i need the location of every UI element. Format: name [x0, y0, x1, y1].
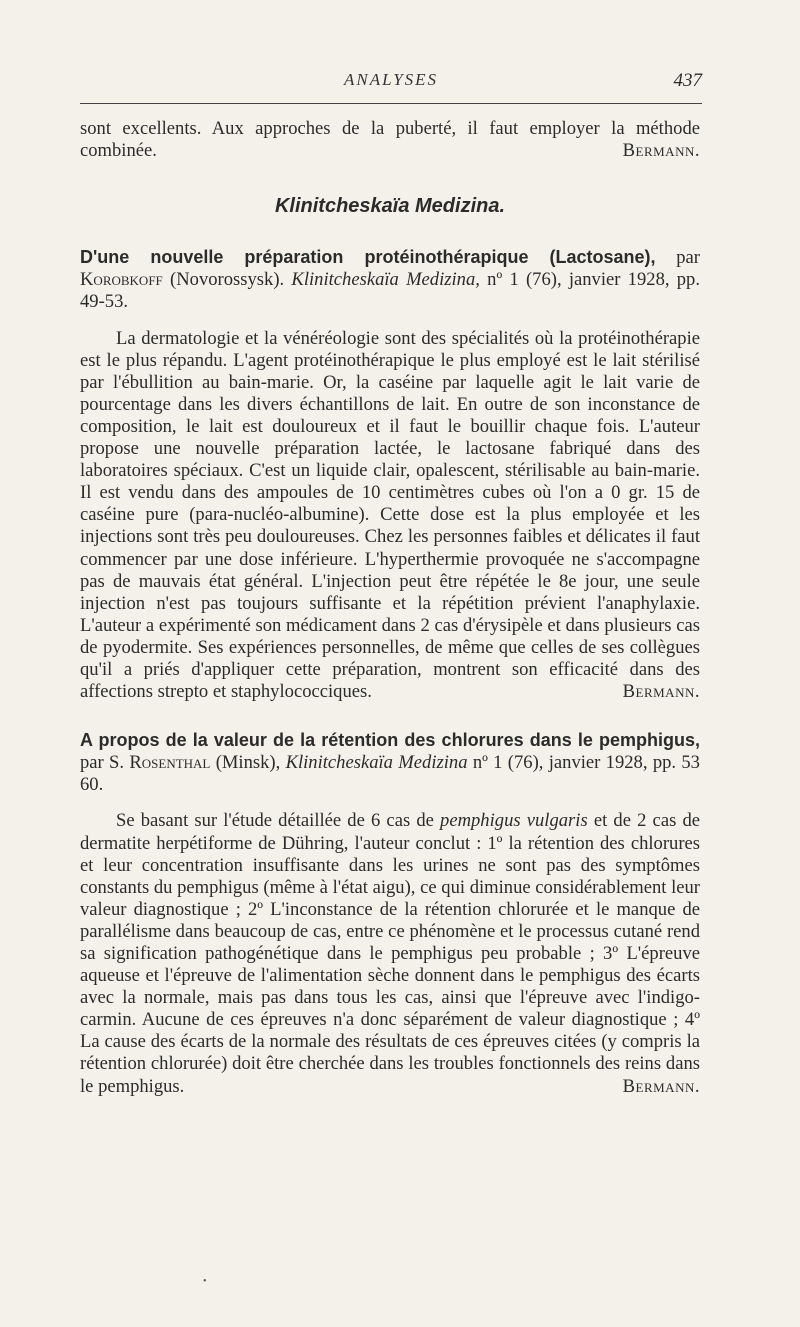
article2-author-prefix: par S. [80, 752, 125, 774]
intro-text: sont excellents. Aux approches de la puberté, il faut employer la méthode combinée. [80, 118, 700, 162]
article2-journal: Klinitcheskaïa Medizina [285, 752, 468, 774]
article1-signature: Bermann. [622, 681, 700, 703]
article1-author-prefix: par [676, 247, 700, 269]
article2-body-term: pemphigus vulgaris [440, 810, 588, 832]
article1-ref: nº 1 (76), janvier 1928, pp. 49-53. [80, 269, 700, 313]
header-rule [80, 103, 702, 104]
running-head-title: ANALYSES [343, 70, 439, 89]
article2-heading [80, 729, 700, 796]
article2-ref: nº 1 (76), janvier 1928, pp. 53 60. [80, 752, 700, 796]
intro-signature: Bermann. [622, 140, 700, 162]
article2-author: Rosenthal [129, 752, 211, 774]
article1-heading [80, 246, 700, 313]
intro-paragraph [80, 118, 700, 162]
article1-journal: Klinitcheskaïa Medizina, [291, 269, 480, 291]
article1-body [80, 328, 700, 704]
article2-body-rest: et de 2 cas de dermatite herpétiforme de Dühring, l'auteur conclut : 1º la rétention des chlorures et leur concentration insuffisante dans les urines ne sont pas des symptômes constants du pemphigus (même à l'état aigu), ce qui diminue considérablement leur valeur diagnostique ; 2º L'inconstance de la rétention chlorurée et le manque de parallélisme dans beaucoup de cas, entre ce phénomène et le processus cutané rend sa signification pathogénétique dans le pemphigus peu probable ; 3º L'épreuve aqueuse et l'épreuve de l'alimentation sèche donnent dans le pemphigus des écarts avec la normale, mais pas dans tous les cas, ainsi que l'épreuve avec l'indigo-carmin. Aucune de ces épreuves n'a donc séparément de valeur diagnostique ; 4º La cause des écarts de la normale des résultats de ces épreuves citées (y compris la rétention chlorurée) doit être cherchée dans les troubles fonctionnels des reins dans le pemphigus. [80, 810, 700, 1097]
bottom-mark: • [203, 1276, 207, 1287]
page-number: 437 [673, 70, 702, 91]
article2-title: A propos de la valeur de la rétention des chlorures dans le pemphigus, [80, 730, 700, 751]
article2-body [80, 810, 700, 1097]
page-body [80, 118, 700, 1098]
article1-author: Korobkoff [80, 269, 163, 291]
article2-signature: Bermann. [622, 1075, 700, 1097]
article1-location: (Novorossysk). [170, 269, 285, 291]
article1-body-text: La dermatologie et la vénéréologie sont des spécialités où la protéinothérapie est le plus répandu. L'agent protéinothérapique le plus employé est le lait stérilisé par l'ébullition au bain-marie. Or, la caséine par laquelle agit le lait varie de pourcentage dans les divers échantillons de lait. En outre de son inconstance de composition, le lait est douloureux et il faut le bouillir chaque fois. L'auteur propose une nouvelle préparation lactée, le lactosane fabriqué dans des laboratoires spéciaux. C'est un liquide clair, opalescent, stérilisable au bain-marie. Il est vendu dans des ampoules de 10 centimètres cubes où l'on a 0 gr. 15 de caséine pure (para-nucléo-albumine). Cette dose est la plus employée et les injections sont très peu douloureuses. Chez les personnes faibles et délicates il faut commencer par une dose inférieure. L'hyperthermie provoquée ne s'accompagne pas de mauvais état général. L'injection peut être répétée le 8e jour, une seule injection n'est pas toujours suffisante et la répétition prévient l'anaphylaxie. L'auteur a expérimenté son médicament dans 2 cas d'érysipèle et dans plusieurs cas de pyodermite. Ses expériences personnelles, de même que celles de ses collègues qu'il a priés d'appliquer cette préparation, montrent son efficacité dans des affections strepto et staphylococciques. [80, 327, 700, 703]
article2-location: (Minsk), [215, 752, 281, 774]
article2-body-start: Se basant sur l'étude détaillée de 6 cas de [116, 810, 434, 832]
running-head [80, 70, 702, 100]
article1-title: D'une nouvelle préparation protéinothérapique (Lactosane), [80, 247, 656, 268]
journal-title: Klinitcheskaïa Medizina. [274, 195, 506, 218]
